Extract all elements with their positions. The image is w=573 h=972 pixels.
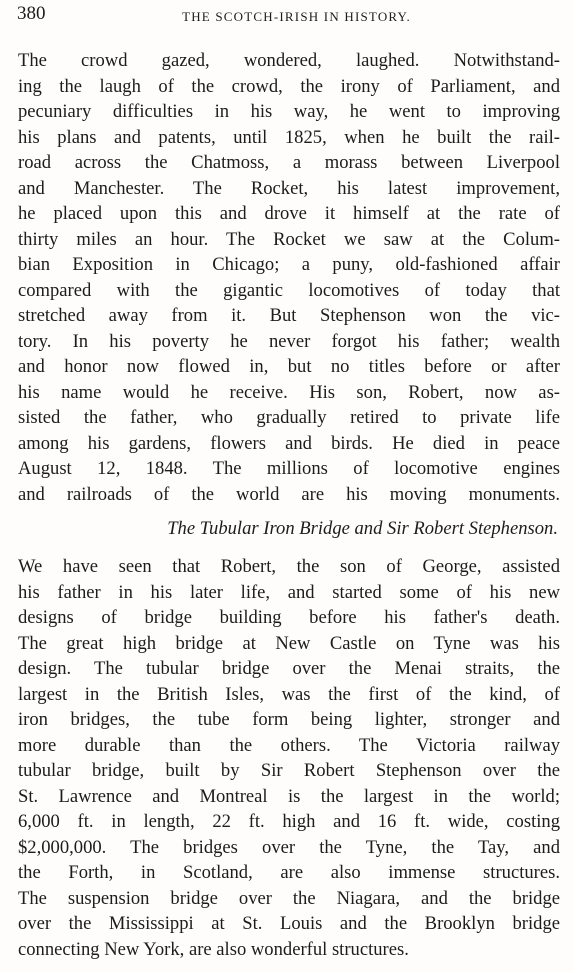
text-line: more durable than the others. The Victoria railway <box>18 734 560 756</box>
text-line: bian Exposition in Chicago; a puny, old-fashioned affair <box>18 254 560 275</box>
text-line: $2,000,000. The bridges over the Tyne, the Tay, and <box>18 836 560 858</box>
page-number: 380 <box>17 3 46 24</box>
text-line: St. Lawrence and Montreal is the largest in the world; <box>18 785 560 807</box>
text-line: the Forth, in Scotland, are also immense structures. <box>18 862 560 883</box>
text-line: tory. In his poverty he never forgot his father; wealth <box>18 330 560 352</box>
text-line: his name would he receive. His son, Robert, now as- <box>18 381 560 403</box>
text-line: designs of bridge building before his father's death. <box>18 607 560 628</box>
text-line: road across the Chatmoss, a morass between Liverpool <box>18 152 560 173</box>
text-line: and honor now flowed in, but no titles before or after <box>18 356 560 377</box>
text-line: stretched away from it. But Stephenson won the vic- <box>18 305 560 326</box>
text-line: August 12, 1848. The millions of locomotive engines <box>18 458 560 479</box>
text-line: largest in the British Isles, was the first of the kind, of <box>18 683 560 705</box>
text-line: tubular bridge, built by Sir Robert Stephenson over the <box>18 760 560 781</box>
text-line: and Manchester. The Rocket, his latest improvement, <box>18 177 560 199</box>
text-line: connecting New York, are also wonderful structures. <box>18 938 409 960</box>
text-line: among his gardens, flowers and birds. He died in peace <box>18 432 560 454</box>
text-line: over the Mississippi at St. Louis and the Brooklyn bridge <box>18 913 560 934</box>
text-line: he placed upon this and drove it himself at the rate of <box>18 203 560 224</box>
text-line: 6,000 ft. in length, 22 ft. high and 16 ft. wide, costing <box>18 811 560 832</box>
text-line: The crowd gazed, wondered, laughed. Notwithstand- <box>18 50 560 71</box>
paragraph-tubular-bridge <box>18 554 560 962</box>
text-line: The great high bridge at New Castle on Tyne was his <box>18 632 560 654</box>
running-head: THE SCOTCH-IRISH IN HISTORY. <box>182 9 411 24</box>
text-line: ing the laugh of the crowd, the irony of Parliament, and <box>18 75 560 97</box>
text-line: his father in his later life, and started some of his new <box>18 581 560 603</box>
text-line: iron bridges, the tube form being lighter, stronger and <box>18 709 560 730</box>
text-line: We have seen that Robert, the son of George, assisted <box>18 556 560 577</box>
text-line: pecuniary difficulties in his way, he went to improving <box>18 101 560 122</box>
text-line: compared with the gigantic locomotives of today that <box>18 279 560 301</box>
section-heading: The Tubular Iron Bridge and Sir Robert Stephenson. <box>167 518 558 539</box>
text-line: design. The tubular bridge over the Menai straits, the <box>18 658 560 679</box>
text-line: and railroads of the world are his moving monuments. <box>18 483 560 505</box>
text-line: The suspension bridge over the Niagara, and the bridge <box>18 887 560 909</box>
text-line: sisted the father, who gradually retired to private life <box>18 407 560 428</box>
text-line: his plans and patents, until 1825, when he built the rail- <box>18 126 560 148</box>
paragraph-stephenson-rocket <box>18 48 560 507</box>
text-line: thirty miles an hour. The Rocket we saw at the Colum- <box>18 228 560 250</box>
